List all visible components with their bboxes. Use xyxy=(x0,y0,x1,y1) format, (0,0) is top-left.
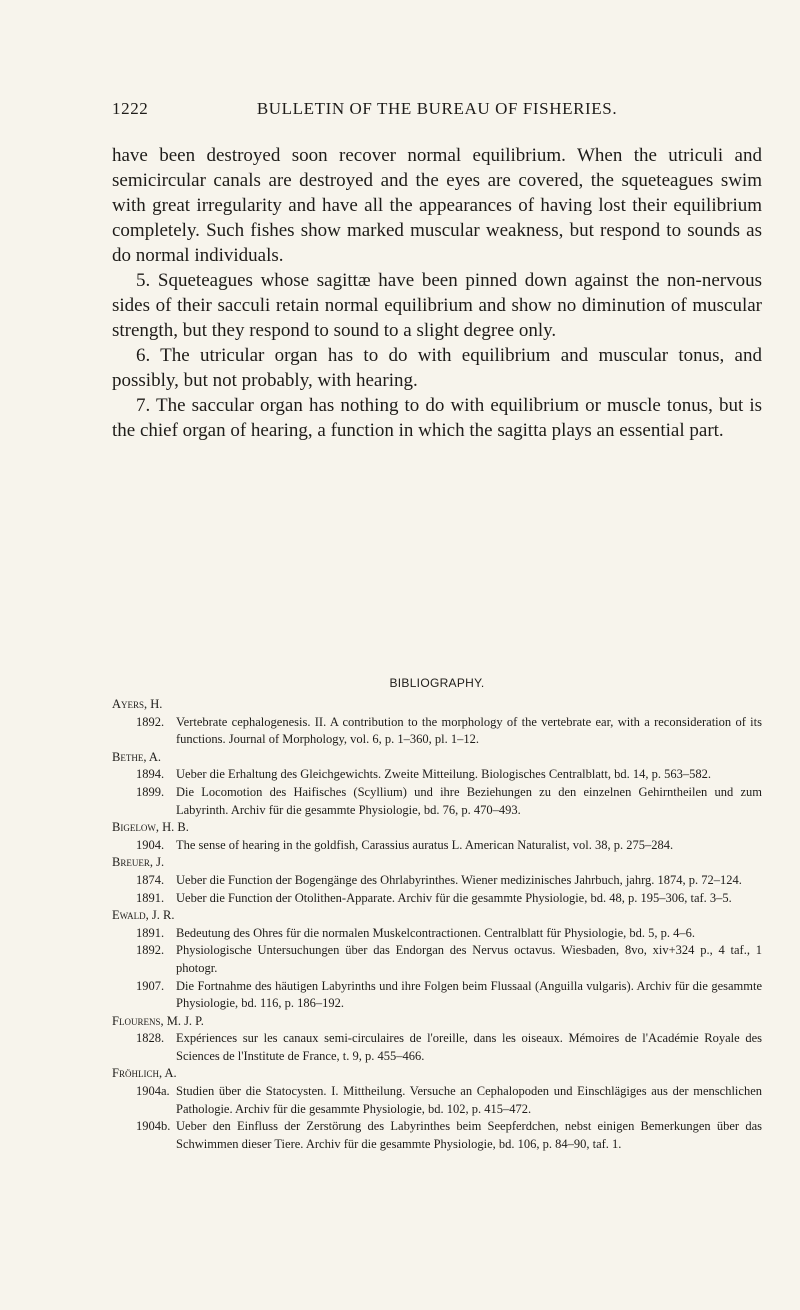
bib-year: 1904. xyxy=(136,837,165,852)
bib-entry xyxy=(136,925,762,943)
bib-entry xyxy=(136,872,762,890)
bib-author-group xyxy=(112,854,762,907)
bib-author: Ayers, H. xyxy=(112,697,163,711)
bibliography-title: BIBLIOGRAPHY. xyxy=(389,676,485,690)
bib-year: 1892. xyxy=(136,714,165,729)
bib-author-group xyxy=(112,1065,762,1153)
bib-text: Studien über die Statocysten. I. Mittheilung. Versuche an Cephalopoden und Einschlägiges aus der menschlichen Pathologie. Archiv für die gesammte Physiologie, bd. 102, p. 415–472. xyxy=(176,1084,762,1116)
bib-entry xyxy=(136,837,762,855)
bib-entry xyxy=(136,1083,762,1118)
bib-entry xyxy=(136,942,762,977)
bib-year: 1904a. xyxy=(136,1084,170,1099)
bib-year: 1894. xyxy=(136,767,165,782)
paragraph: 6. The utricular organ has to do with equilibrium and muscular tonus, and possibly, but not probably, with hearing. xyxy=(112,345,762,391)
bib-entry xyxy=(136,784,762,819)
bib-entry xyxy=(136,890,762,908)
bib-text: Vertebrate cephalogenesis. II. A contribution to the morphology of the vertebrate ear, with a reconsideration of its functions. Journal of Morphology, vol. 6, p. 1–360, pl. 1–12. xyxy=(176,714,762,747)
bib-year: 1907. xyxy=(136,978,165,993)
bib-year: 1899. xyxy=(136,784,165,799)
bib-entry xyxy=(136,714,762,749)
page-header xyxy=(112,99,762,121)
bib-text: Ueber die Erhaltung des Gleichgewichts. Zweite Mitteilung. Biologisches Centralblatt, bd. 14, p. 563–582. xyxy=(176,767,711,782)
bib-entry xyxy=(136,978,762,1013)
running-head: BULLETIN OF THE BUREAU OF FISHERIES. xyxy=(256,99,618,118)
bib-text: Ueber den Einfluss der Zerstörung des Labyrinthes beim Seepferdchen, nebst einigen Bemerkungen über das Schwimmen dieser Tiere. Archiv für die gesammte Physiologie, bd. 106, p. 84–90, taf. 1. xyxy=(176,1119,762,1151)
bib-author: Bethe, A. xyxy=(112,749,162,764)
page-number: 1222 xyxy=(112,99,149,118)
bib-entry xyxy=(136,1030,762,1065)
bib-author-group xyxy=(112,907,762,1013)
bib-text: Expériences sur les canaux semi-circulaires de l'oreille, dans les oiseaux. Mémoires de l'Académie Royale des Sciences de l'Institute de France, t. 9, p. 455–466. xyxy=(176,1031,762,1063)
paragraph: 7. The saccular organ has nothing to do with equilibrium or muscle tonus, but is the chief organ of hearing, a function in which the sagitta plays an essential part. xyxy=(112,395,762,441)
bib-author-group xyxy=(112,749,762,819)
bib-text: Die Locomotion des Haifisches (Scyllium) und ihre Beziehungen zu den einzelnen Gehirntheilen und zum Labyrinth. Archiv für die gesammte Physiologie, bd. 76, p. 470–493. xyxy=(176,784,762,817)
bib-year: 1892. xyxy=(136,943,165,958)
bibliography-list xyxy=(112,696,762,1153)
bib-author-group xyxy=(112,696,762,749)
bib-author: Breuer, J. xyxy=(112,855,165,870)
bib-author-group xyxy=(112,819,762,854)
bib-entry xyxy=(136,766,762,784)
bib-text: Die Fortnahme des häutigen Labyrinths und ihre Folgen beim Flussaal (Anguilla vulgaris). Archiv für die gesammte Physiologie, bd. 116, p. 186–192. xyxy=(176,978,762,1011)
bib-author: Bigelow, H. B. xyxy=(112,820,189,835)
bib-year: 1891. xyxy=(136,925,165,940)
bib-year: 1874. xyxy=(136,872,165,887)
bib-year: 1904b. xyxy=(136,1119,171,1134)
bib-text: Ueber die Function der Otolithen-Apparate. Archiv für die gesammte Physiologie, bd. 48, p. 195–306, taf. 3–5. xyxy=(176,890,732,905)
bib-text: Ueber die Function der Bogengänge des Ohrlabyrinthes. Wiener medizinisches Jahrbuch, jahrg. 1874, p. 72–124. xyxy=(176,872,742,887)
bib-year: 1891. xyxy=(136,890,165,905)
bib-text: Bedeutung des Ohres für die normalen Muskelcontractionen. Centralblatt für Physiologie, bd. 5, p. 4–6. xyxy=(176,925,695,940)
bib-text: The sense of hearing in the goldfish, Carassius auratus L. American Naturalist, vol. 38, p. 275–284. xyxy=(176,837,674,852)
bib-author: Fröhlich, A. xyxy=(112,1066,177,1081)
bib-entry xyxy=(136,1118,762,1153)
bib-year: 1828. xyxy=(136,1031,165,1046)
paragraph: 5. Squeteagues whose sagittæ have been pinned down against the non-nervous sides of their sacculi retain normal equilibrium and show no diminution of muscular strength, but they respond to sound to a slight degree only. xyxy=(112,270,762,341)
bib-author-group xyxy=(112,1013,762,1066)
bib-author: Ewald, J. R. xyxy=(112,908,175,923)
bib-author: Flourens, M. J. P. xyxy=(112,1013,204,1028)
paragraph: have been destroyed soon recover normal equilibrium. When the utriculi and semicircular canals are destroyed and the eyes are covered, the squeteagues swim with great irregularity and have all the appearances of having lost their equilibrium completely. Such fishes show marked muscular weakness, but respond to sounds as do normal individuals. xyxy=(112,145,762,266)
body-text xyxy=(112,143,762,443)
bib-text: Physiologische Untersuchungen über das Endorgan des Nervus octavus. Wiesbaden, 8vo, xiv+324 p., 4 taf., 1 photogr. xyxy=(176,943,762,975)
